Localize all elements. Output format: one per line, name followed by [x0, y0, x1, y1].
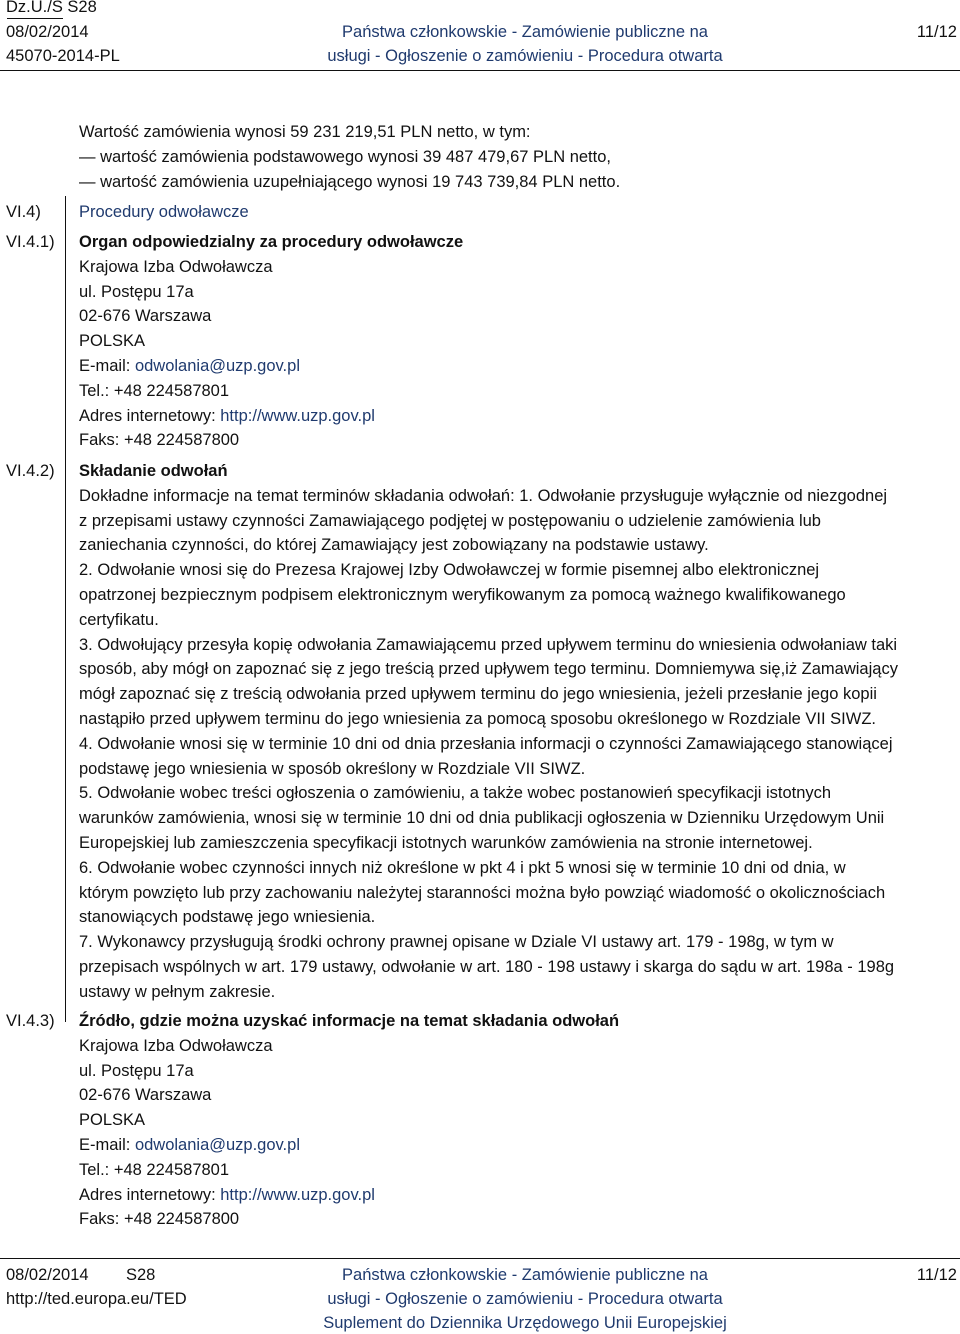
section-label-vi42: VI.4.2) [6, 462, 55, 480]
web-row [79, 1183, 957, 1208]
header-date: 08/02/2014 [6, 23, 89, 41]
email-link[interactable]: odwolania@uzp.gov.pl [134, 1135, 300, 1154]
paragraph-line: Dokładne informacje na temat terminów składania odwołań: 1. Odwołanie przysługuje wyłącznie od niezgodnej [79, 486, 888, 505]
tel-label: Tel.: [79, 1160, 110, 1179]
email-label: E-mail: [79, 1135, 131, 1154]
authority-name: Krajowa Izba Odwoławcza [79, 257, 273, 276]
section-vi42 [79, 459, 957, 1005]
source-name: Krajowa Izba Odwoławcza [79, 1036, 273, 1055]
footer-title-line1: Państwa członkowskie - Zamówienie publiczne na [342, 1266, 708, 1284]
paragraph-line: z przepisami ustawy czynności Zamawiającego podjętej w postępowaniu o udzielenie zamówienia lub [79, 511, 821, 530]
paragraph-line: opatrzonej bezpiecznym podpisem elektronicznym weryfikowanym za pomocą ważnego kwalifikowanego [79, 585, 846, 604]
fax-value: +48 224587800 [123, 1210, 240, 1229]
total-value-line: Wartość zamówienia wynosi 59 231 219,51 PLN netto, w tym: [79, 123, 531, 141]
web-link[interactable]: http://www.uzp.gov.pl [220, 406, 375, 425]
fax-label: Faks: [79, 1210, 120, 1229]
authority-city: 02-676 Warszawa [79, 307, 212, 326]
header-divider [0, 70, 960, 71]
paragraph-line: 4. Odwołanie wnosi się w terminie 10 dni od dnia przesłania informacji o czynności Zamawiającego stanowiącej [79, 734, 893, 753]
email-row [79, 1133, 957, 1158]
section-label-vi4: VI.4) [6, 203, 41, 221]
doc-reference: Dz.U./S S28 [6, 0, 97, 16]
header-title-line1: Państwa członkowskie - Zamówienie publiczne na [342, 23, 708, 41]
footer-date: 08/02/2014 [6, 1266, 89, 1284]
tel-row [79, 379, 957, 404]
paragraph-line: zaniechania czynności, do której Zamawiający jest zobowiązany na podstawie ustawy. [79, 536, 709, 555]
section-vi43 [79, 1009, 957, 1232]
tel-label: Tel.: [79, 381, 110, 400]
fax-value: +48 224587800 [123, 431, 240, 450]
header-page-number: 11/12 [916, 23, 957, 41]
paragraph-line: 3. Odwołujący przesyła kopię odwołania Zamawiającemu przed upływem terminu do wniesienia odwołaniaw taki [79, 635, 898, 654]
section-vi41 [79, 230, 957, 453]
footer-page-number: 11/12 [916, 1266, 957, 1284]
section-title: Składanie odwołań [79, 462, 228, 480]
paragraph-line: ustawy w pełnym zakresie. [79, 982, 276, 1001]
paragraph-line: mógł zapoznać się z treścią odwołania przed upływem terminu do jego wniesienia, jeżeli przesłanie jego kopii [79, 685, 877, 704]
section-label-vi43: VI.4.3) [6, 1012, 55, 1030]
fax-row [79, 1207, 957, 1232]
web-link[interactable]: http://www.uzp.gov.pl [220, 1185, 375, 1204]
web-label: Adres internetowy: [79, 406, 216, 425]
section-vi4 [79, 200, 957, 225]
footer-title-line3: Suplement do Dziennika Urzędowego Unii Europejskiej [323, 1314, 727, 1332]
supplementary-value-line: — wartość zamówienia uzupełniającego wynosi 19 743 739,84 PLN netto. [79, 172, 621, 191]
email-row [79, 354, 957, 379]
paragraph-line: podstawę jego wniesienia w sposób określony w Rozdziale VII SIWZ. [79, 759, 586, 778]
paragraph-line: 5. Odwołanie wobec treści ogłoszenia o zamówieniu, a także wobec postanowień specyfikacji istotnych [79, 784, 832, 803]
paragraph-line: którym powzięto lub przy zachowaniu należytej staranności można było powziąć wiadomość o okolicznościach [79, 883, 886, 902]
web-row [79, 404, 957, 429]
section-title: Źródło, gdzie można uzyskać informacje na temat składania odwołań [79, 1012, 620, 1030]
section-title: Procedury odwoławcze [79, 203, 249, 221]
footer-series: S28 [126, 1266, 156, 1284]
email-label: E-mail: [79, 356, 131, 375]
fax-label: Faks: [79, 431, 120, 450]
tel-value: +48 224587801 [113, 381, 230, 400]
section-label-vi41: VI.4.1) [6, 233, 55, 251]
paragraph-line: certyfikatu. [79, 610, 159, 629]
section-title: Organ odpowiedzialny za procedury odwoławcze [79, 233, 464, 251]
fax-row [79, 428, 957, 453]
section-margin-line [65, 196, 66, 1022]
source-country: POLSKA [79, 1111, 146, 1130]
tel-value: +48 224587801 [113, 1160, 230, 1179]
basic-value-line: — wartość zamówienia podstawowego wynosi 39 487 479,67 PLN netto, [79, 147, 611, 166]
value-block [79, 120, 957, 194]
paragraph-line: stanowiących podstawę jego wniesienia. [79, 908, 376, 927]
footer-title-line2: usługi - Ogłoszenie o zamówieniu - Procedura otwarta [327, 1290, 723, 1308]
paragraph-line: przepisach wspólnych w art. 179 ustawy, odwołanie w art. 180 - 198 ustawy i skarga do sądu w art. 198a - 198g [79, 957, 895, 976]
paragraph-line: 6. Odwołanie wobec czynności innych niż określone w pkt 4 i pkt 5 wnosi się w terminie 10 dni od dnia, w [79, 858, 846, 877]
paragraph-line: sposób, aby mógł on zapoznać się z jego treścią przed upływem tego terminu. Domniemywa się,iż Zamawiający [79, 660, 898, 679]
footer-divider [0, 1258, 960, 1259]
notice-number: 45070-2014-PL [6, 47, 120, 65]
paragraph-line: nastąpiło przed upływem terminu do jego wniesienia za pomocą sposobu określonego w Rozdziale VII SIWZ. [79, 709, 876, 728]
authority-street: ul. Postępu 17a [79, 282, 194, 301]
source-city: 02-676 Warszawa [79, 1086, 212, 1105]
tel-row [79, 1158, 957, 1183]
paragraph-line: warunków zamówienia, wnosi się w terminie 10 dni od dnia publikacji ogłoszenia w Dzienniku Urzędowym Unii [79, 809, 885, 828]
header-underline [7, 18, 63, 19]
web-label: Adres internetowy: [79, 1185, 216, 1204]
authority-country: POLSKA [79, 332, 146, 351]
footer-url[interactable]: http://ted.europa.eu/TED [6, 1290, 187, 1308]
header-title-line2: usługi - Ogłoszenie o zamówieniu - Procedura otwarta [327, 47, 723, 65]
paragraph-line: 7. Wykonawcy przysługują środki ochrony prawnej opisane w Dziale VI ustawy art. 179 - 198g, w tym w [79, 933, 834, 952]
email-link[interactable]: odwolania@uzp.gov.pl [134, 356, 300, 375]
source-street: ul. Postępu 17a [79, 1061, 194, 1080]
paragraph-line: Europejskiej lub zamieszczenia specyfikacji istotnych warunków zamówienia na stronie internetowej. [79, 833, 813, 852]
paragraph-line: 2. Odwołanie wnosi się do Prezesa Krajowej Izby Odwoławczej w formie pisemnej albo elektronicznej [79, 561, 820, 580]
